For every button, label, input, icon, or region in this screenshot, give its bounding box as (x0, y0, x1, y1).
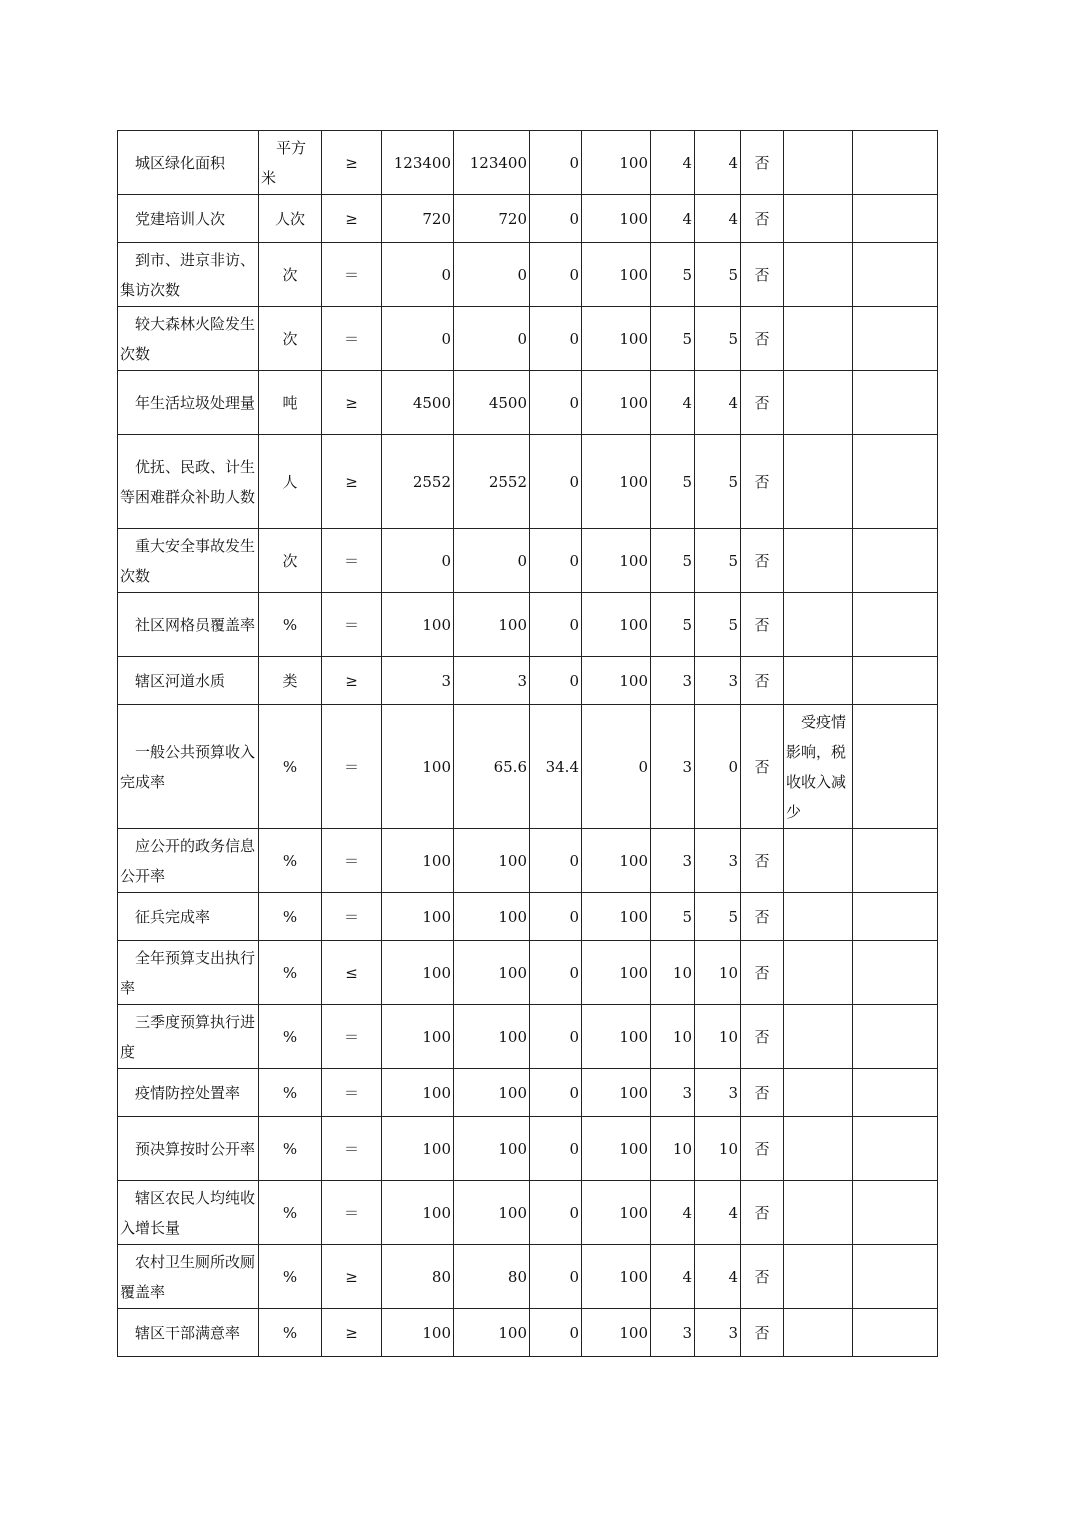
comparison-operator-cell: ≥ (322, 131, 382, 195)
actual-value-cell: 100 (454, 1069, 530, 1117)
weight-cell: 5 (651, 593, 695, 657)
target-value-cell: 0 (382, 243, 454, 307)
comparison-operator-cell: ≥ (322, 371, 382, 435)
target-value-cell: 100 (382, 1005, 454, 1069)
deviation-cell: 0 (530, 829, 582, 893)
indicator-name-cell: 优抚、民政、计生等困难群众补助人数 (118, 435, 259, 529)
indicator-name-cell: 全年预算支出执行率 (118, 941, 259, 1005)
completion-rate-cell: 100 (582, 1181, 651, 1245)
weight-cell: 5 (651, 243, 695, 307)
actual-value-cell: 100 (454, 941, 530, 1005)
table-row (118, 941, 938, 1005)
target-value-cell: 0 (382, 529, 454, 593)
target-value-cell: 100 (382, 941, 454, 1005)
comparison-operator-cell: ＝ (322, 1181, 382, 1245)
completion-rate-cell: 100 (582, 371, 651, 435)
completion-rate-cell: 100 (582, 307, 651, 371)
indicator-name-cell: 辖区干部满意率 (118, 1309, 259, 1357)
comparison-operator-cell: ＝ (322, 705, 382, 829)
core-indicator-flag-cell: 否 (741, 195, 784, 243)
unit-cell: 人 (259, 435, 322, 529)
deviation-reason-cell (784, 1245, 853, 1309)
score-cell: 0 (695, 705, 741, 829)
table-row (118, 529, 938, 593)
deviation-reason-cell (784, 243, 853, 307)
comparison-operator-cell: ＝ (322, 307, 382, 371)
empty-cell (853, 529, 938, 593)
table-row (118, 657, 938, 705)
table-row (118, 705, 938, 829)
deviation-reason-cell (784, 1309, 853, 1357)
table-row (118, 593, 938, 657)
deviation-cell: 0 (530, 243, 582, 307)
empty-cell (853, 195, 938, 243)
core-indicator-flag-cell: 否 (741, 529, 784, 593)
deviation-reason-cell (784, 435, 853, 529)
indicator-name-cell: 预决算按时公开率 (118, 1117, 259, 1181)
weight-cell: 3 (651, 657, 695, 705)
core-indicator-flag-cell: 否 (741, 893, 784, 941)
deviation-reason-cell (784, 593, 853, 657)
unit-cell: % (259, 1117, 322, 1181)
deviation-reason-cell (784, 893, 853, 941)
empty-cell (853, 1069, 938, 1117)
score-cell: 5 (695, 243, 741, 307)
table-body (118, 131, 938, 1357)
deviation-cell: 0 (530, 1069, 582, 1117)
score-cell: 5 (695, 307, 741, 371)
empty-cell (853, 1245, 938, 1309)
actual-value-cell: 100 (454, 1309, 530, 1357)
completion-rate-cell: 100 (582, 1309, 651, 1357)
indicator-name-cell: 征兵完成率 (118, 893, 259, 941)
table-row (118, 195, 938, 243)
weight-cell: 10 (651, 1117, 695, 1181)
deviation-cell: 0 (530, 1245, 582, 1309)
deviation-reason-cell (784, 1181, 853, 1245)
deviation-cell: 0 (530, 307, 582, 371)
score-cell: 3 (695, 829, 741, 893)
indicator-name-cell: 城区绿化面积 (118, 131, 259, 195)
weight-cell: 4 (651, 371, 695, 435)
table-row (118, 829, 938, 893)
completion-rate-cell: 0 (582, 705, 651, 829)
table-row (118, 243, 938, 307)
completion-rate-cell: 100 (582, 1005, 651, 1069)
table-row (118, 131, 938, 195)
score-cell: 10 (695, 1005, 741, 1069)
actual-value-cell: 100 (454, 1181, 530, 1245)
deviation-cell: 0 (530, 131, 582, 195)
core-indicator-flag-cell: 否 (741, 1005, 784, 1069)
indicator-name-cell: 应公开的政务信息公开率 (118, 829, 259, 893)
weight-cell: 3 (651, 705, 695, 829)
table-row (118, 307, 938, 371)
comparison-operator-cell: ＝ (322, 829, 382, 893)
completion-rate-cell: 100 (582, 657, 651, 705)
weight-cell: 4 (651, 131, 695, 195)
deviation-cell: 0 (530, 1005, 582, 1069)
deviation-reason-cell (784, 307, 853, 371)
empty-cell (853, 829, 938, 893)
actual-value-cell: 100 (454, 829, 530, 893)
core-indicator-flag-cell: 否 (741, 1181, 784, 1245)
core-indicator-flag-cell: 否 (741, 307, 784, 371)
completion-rate-cell: 100 (582, 243, 651, 307)
actual-value-cell: 100 (454, 593, 530, 657)
unit-cell: % (259, 705, 322, 829)
target-value-cell: 100 (382, 1309, 454, 1357)
core-indicator-flag-cell: 否 (741, 829, 784, 893)
empty-cell (853, 1005, 938, 1069)
core-indicator-flag-cell: 否 (741, 1309, 784, 1357)
weight-cell: 3 (651, 829, 695, 893)
actual-value-cell: 100 (454, 1117, 530, 1181)
completion-rate-cell: 100 (582, 829, 651, 893)
completion-rate-cell: 100 (582, 941, 651, 1005)
core-indicator-flag-cell: 否 (741, 1245, 784, 1309)
target-value-cell: 2552 (382, 435, 454, 529)
comparison-operator-cell: ＝ (322, 529, 382, 593)
completion-rate-cell: 100 (582, 195, 651, 243)
target-value-cell: 100 (382, 705, 454, 829)
score-cell: 3 (695, 1309, 741, 1357)
score-cell: 4 (695, 1181, 741, 1245)
comparison-operator-cell: ＝ (322, 593, 382, 657)
weight-cell: 5 (651, 435, 695, 529)
empty-cell (853, 1309, 938, 1357)
table-row (118, 1005, 938, 1069)
unit-cell: % (259, 829, 322, 893)
empty-cell (853, 593, 938, 657)
target-value-cell: 3 (382, 657, 454, 705)
actual-value-cell: 123400 (454, 131, 530, 195)
indicator-name-cell: 较大森林火险发生次数 (118, 307, 259, 371)
unit-cell: 吨 (259, 371, 322, 435)
target-value-cell: 4500 (382, 371, 454, 435)
completion-rate-cell: 100 (582, 529, 651, 593)
score-cell: 5 (695, 593, 741, 657)
empty-cell (853, 307, 938, 371)
empty-cell (853, 705, 938, 829)
table-row (118, 1117, 938, 1181)
unit-cell: % (259, 1005, 322, 1069)
completion-rate-cell: 100 (582, 893, 651, 941)
core-indicator-flag-cell: 否 (741, 371, 784, 435)
weight-cell: 5 (651, 307, 695, 371)
indicator-name-cell: 疫情防控处置率 (118, 1069, 259, 1117)
unit-cell: 次 (259, 529, 322, 593)
weight-cell: 10 (651, 941, 695, 1005)
table-row (118, 1245, 938, 1309)
actual-value-cell: 0 (454, 307, 530, 371)
target-value-cell: 100 (382, 1117, 454, 1181)
score-cell: 4 (695, 371, 741, 435)
empty-cell (853, 1117, 938, 1181)
target-value-cell: 100 (382, 893, 454, 941)
unit-cell: 平方米 (259, 131, 322, 195)
target-value-cell: 100 (382, 1069, 454, 1117)
indicator-name-cell: 农村卫生厕所改厕覆盖率 (118, 1245, 259, 1309)
deviation-cell: 0 (530, 657, 582, 705)
unit-cell: % (259, 1069, 322, 1117)
core-indicator-flag-cell: 否 (741, 131, 784, 195)
core-indicator-flag-cell: 否 (741, 243, 784, 307)
actual-value-cell: 100 (454, 893, 530, 941)
weight-cell: 5 (651, 893, 695, 941)
actual-value-cell: 2552 (454, 435, 530, 529)
score-cell: 10 (695, 1117, 741, 1181)
actual-value-cell: 65.6 (454, 705, 530, 829)
deviation-reason-cell (784, 1117, 853, 1181)
score-cell: 5 (695, 435, 741, 529)
deviation-reason-cell (784, 1005, 853, 1069)
comparison-operator-cell: ≥ (322, 1245, 382, 1309)
deviation-cell: 0 (530, 1309, 582, 1357)
unit-cell: % (259, 593, 322, 657)
core-indicator-flag-cell: 否 (741, 593, 784, 657)
core-indicator-flag-cell: 否 (741, 657, 784, 705)
weight-cell: 4 (651, 1245, 695, 1309)
deviation-cell: 0 (530, 529, 582, 593)
deviation-cell: 0 (530, 1117, 582, 1181)
comparison-operator-cell: ＝ (322, 1117, 382, 1181)
indicator-name-cell: 年生活垃圾处理量 (118, 371, 259, 435)
comparison-operator-cell: ≥ (322, 195, 382, 243)
actual-value-cell: 4500 (454, 371, 530, 435)
actual-value-cell: 3 (454, 657, 530, 705)
empty-cell (853, 1181, 938, 1245)
score-cell: 3 (695, 657, 741, 705)
score-cell: 5 (695, 529, 741, 593)
comparison-operator-cell: ＝ (322, 1005, 382, 1069)
core-indicator-flag-cell: 否 (741, 1069, 784, 1117)
target-value-cell: 123400 (382, 131, 454, 195)
score-cell: 4 (695, 1245, 741, 1309)
deviation-cell: 0 (530, 371, 582, 435)
empty-cell (853, 243, 938, 307)
indicator-name-cell: 社区网格员覆盖率 (118, 593, 259, 657)
comparison-operator-cell: ≥ (322, 435, 382, 529)
core-indicator-flag-cell: 否 (741, 435, 784, 529)
weight-cell: 4 (651, 195, 695, 243)
weight-cell: 4 (651, 1181, 695, 1245)
deviation-cell: 0 (530, 1181, 582, 1245)
actual-value-cell: 0 (454, 529, 530, 593)
actual-value-cell: 100 (454, 1005, 530, 1069)
deviation-cell: 0 (530, 593, 582, 657)
indicator-name-cell: 辖区农民人均纯收入增长量 (118, 1181, 259, 1245)
empty-cell (853, 893, 938, 941)
actual-value-cell: 720 (454, 195, 530, 243)
empty-cell (853, 657, 938, 705)
indicator-name-cell: 党建培训人次 (118, 195, 259, 243)
performance-indicator-table (117, 130, 938, 1357)
deviation-cell: 34.4 (530, 705, 582, 829)
unit-cell: % (259, 1245, 322, 1309)
deviation-cell: 0 (530, 435, 582, 529)
unit-cell: 次 (259, 307, 322, 371)
indicator-name-cell: 重大安全事故发生次数 (118, 529, 259, 593)
table-row (118, 371, 938, 435)
target-value-cell: 80 (382, 1245, 454, 1309)
unit-cell: % (259, 1181, 322, 1245)
deviation-cell: 0 (530, 195, 582, 243)
table-row (118, 1309, 938, 1357)
comparison-operator-cell: ＝ (322, 1069, 382, 1117)
weight-cell: 3 (651, 1309, 695, 1357)
unit-cell: 类 (259, 657, 322, 705)
indicator-name-cell: 三季度预算执行进度 (118, 1005, 259, 1069)
score-cell: 4 (695, 131, 741, 195)
indicator-name-cell: 辖区河道水质 (118, 657, 259, 705)
unit-cell: % (259, 893, 322, 941)
completion-rate-cell: 100 (582, 593, 651, 657)
deviation-reason-cell (784, 195, 853, 243)
core-indicator-flag-cell: 否 (741, 1117, 784, 1181)
indicator-name-cell: 到市、进京非访、集访次数 (118, 243, 259, 307)
actual-value-cell: 0 (454, 243, 530, 307)
score-cell: 10 (695, 941, 741, 1005)
comparison-operator-cell: ＝ (322, 893, 382, 941)
completion-rate-cell: 100 (582, 1245, 651, 1309)
empty-cell (853, 371, 938, 435)
comparison-operator-cell: ＝ (322, 243, 382, 307)
target-value-cell: 0 (382, 307, 454, 371)
weight-cell: 5 (651, 529, 695, 593)
deviation-cell: 0 (530, 941, 582, 1005)
completion-rate-cell: 100 (582, 435, 651, 529)
deviation-cell: 0 (530, 893, 582, 941)
table-row (118, 435, 938, 529)
comparison-operator-cell: ≤ (322, 941, 382, 1005)
deviation-reason-cell: 受疫情影响，税收收入减少 (784, 705, 853, 829)
unit-cell: % (259, 1309, 322, 1357)
empty-cell (853, 941, 938, 1005)
table-row (118, 1181, 938, 1245)
deviation-reason-cell (784, 657, 853, 705)
table-row (118, 1069, 938, 1117)
unit-cell: 次 (259, 243, 322, 307)
comparison-operator-cell: ≥ (322, 657, 382, 705)
target-value-cell: 720 (382, 195, 454, 243)
target-value-cell: 100 (382, 593, 454, 657)
empty-cell (853, 435, 938, 529)
completion-rate-cell: 100 (582, 1117, 651, 1181)
target-value-cell: 100 (382, 829, 454, 893)
deviation-reason-cell (784, 941, 853, 1005)
completion-rate-cell: 100 (582, 131, 651, 195)
score-cell: 5 (695, 893, 741, 941)
deviation-reason-cell (784, 529, 853, 593)
unit-cell: 人次 (259, 195, 322, 243)
deviation-reason-cell (784, 131, 853, 195)
comparison-operator-cell: ≥ (322, 1309, 382, 1357)
unit-cell: % (259, 941, 322, 1005)
deviation-reason-cell (784, 371, 853, 435)
actual-value-cell: 80 (454, 1245, 530, 1309)
core-indicator-flag-cell: 否 (741, 705, 784, 829)
weight-cell: 3 (651, 1069, 695, 1117)
completion-rate-cell: 100 (582, 1069, 651, 1117)
deviation-reason-cell (784, 829, 853, 893)
target-value-cell: 100 (382, 1181, 454, 1245)
table-row (118, 893, 938, 941)
score-cell: 4 (695, 195, 741, 243)
deviation-reason-cell (784, 1069, 853, 1117)
core-indicator-flag-cell: 否 (741, 941, 784, 1005)
weight-cell: 10 (651, 1005, 695, 1069)
empty-cell (853, 131, 938, 195)
indicator-name-cell: 一般公共预算收入完成率 (118, 705, 259, 829)
score-cell: 3 (695, 1069, 741, 1117)
